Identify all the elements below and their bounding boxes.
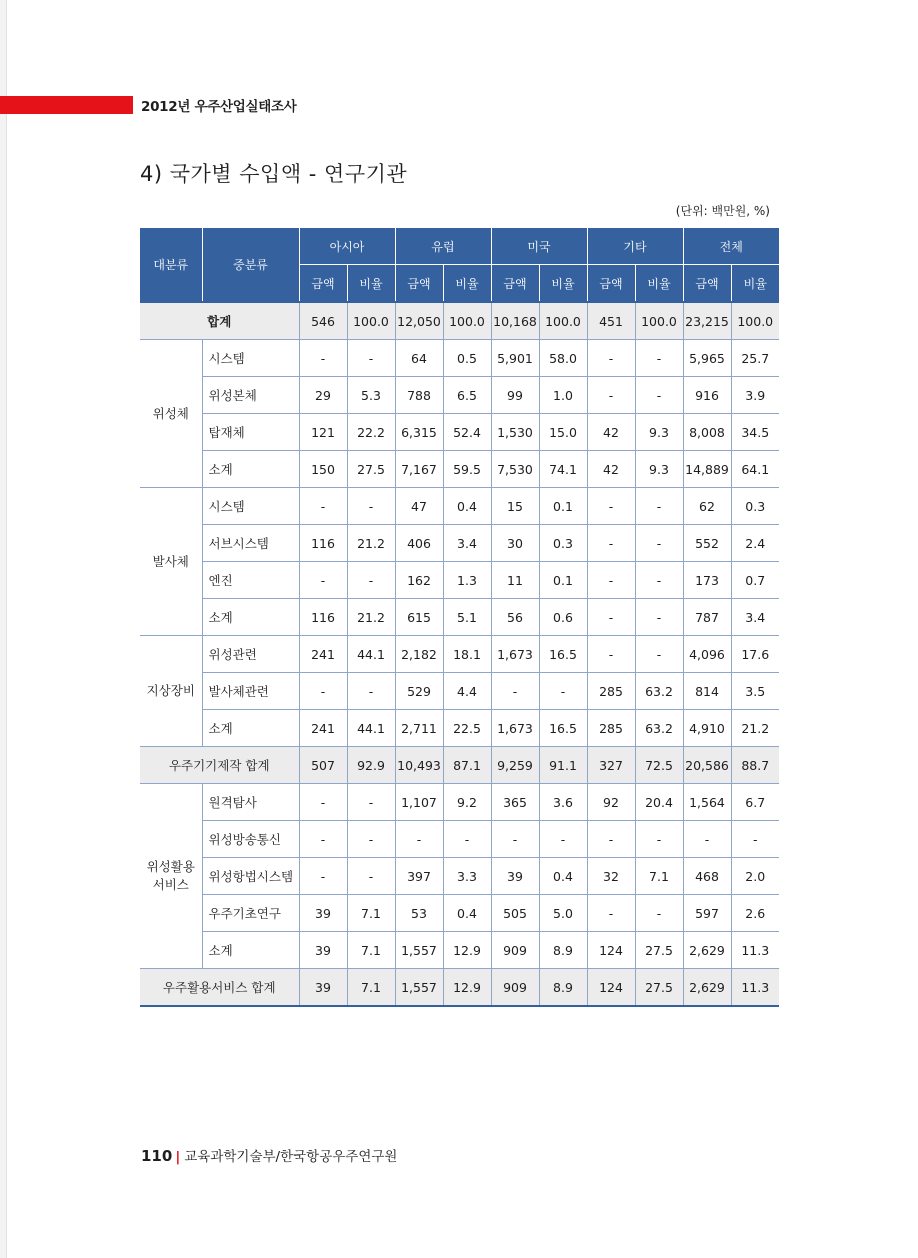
table-cell: 615 — [395, 599, 443, 636]
table-cell: - — [347, 784, 395, 821]
category-label: 발사체 — [140, 488, 202, 636]
table-cell: 39 — [299, 969, 347, 1007]
table-row — [140, 673, 779, 710]
table-cell: 12,050 — [395, 302, 443, 340]
table-cell: - — [635, 377, 683, 414]
table-cell: 47 — [395, 488, 443, 525]
table-cell: 3.3 — [443, 858, 491, 895]
table-cell: 2.4 — [731, 525, 779, 562]
table-cell: 121 — [299, 414, 347, 451]
table-cell: 15 — [491, 488, 539, 525]
row-label: 우주활용서비스 합계 — [140, 969, 299, 1007]
table-cell: - — [635, 599, 683, 636]
table-cell: 788 — [395, 377, 443, 414]
table-cell: - — [587, 377, 635, 414]
running-head: 2012년 우주산업실태조사 — [141, 99, 297, 115]
table-cell: 0.1 — [539, 562, 587, 599]
table-cell: 1.0 — [539, 377, 587, 414]
header-region: 아시아 — [299, 228, 395, 265]
table-cell: - — [731, 821, 779, 858]
table-cell: 124 — [587, 969, 635, 1007]
table-cell: 7.1 — [347, 932, 395, 969]
table-cell: - — [299, 858, 347, 895]
table-cell: - — [443, 821, 491, 858]
table-cell: 0.4 — [443, 895, 491, 932]
table-cell: 44.1 — [347, 710, 395, 747]
table-cell: 451 — [587, 302, 635, 340]
table-cell: - — [587, 340, 635, 377]
table-cell: 546 — [299, 302, 347, 340]
table-row — [140, 895, 779, 932]
table-cell: 0.6 — [539, 599, 587, 636]
table-cell: 116 — [299, 599, 347, 636]
category-label: 지상장비 — [140, 636, 202, 747]
table-cell: 4,910 — [683, 710, 731, 747]
table-cell: 16.5 — [539, 636, 587, 673]
row-label: 소계 — [202, 710, 299, 747]
table-row — [140, 784, 779, 821]
table-cell: - — [587, 525, 635, 562]
table-cell: 16.5 — [539, 710, 587, 747]
table-cell: 2,629 — [683, 969, 731, 1007]
row-label: 원격탐사 — [202, 784, 299, 821]
row-label: 서브시스템 — [202, 525, 299, 562]
table-cell: 11.3 — [731, 969, 779, 1007]
table-cell: - — [587, 821, 635, 858]
table-cell: 406 — [395, 525, 443, 562]
table-cell: 285 — [587, 710, 635, 747]
row-label: 위성본체 — [202, 377, 299, 414]
table-cell: 529 — [395, 673, 443, 710]
table-cell: 87.1 — [443, 747, 491, 784]
table-cell: 6.5 — [443, 377, 491, 414]
table-cell: - — [395, 821, 443, 858]
table-cell: - — [587, 562, 635, 599]
header-ratio: 비율 — [443, 265, 491, 303]
header-region: 유럽 — [395, 228, 491, 265]
table-cell: 9.2 — [443, 784, 491, 821]
table-cell: 7,167 — [395, 451, 443, 488]
table-cell: 52.4 — [443, 414, 491, 451]
row-label: 시스템 — [202, 488, 299, 525]
table-cell: 10,493 — [395, 747, 443, 784]
table-cell: 2.6 — [731, 895, 779, 932]
table-cell: 5,901 — [491, 340, 539, 377]
table-cell: 241 — [299, 636, 347, 673]
table-cell: 0.1 — [539, 488, 587, 525]
table-cell: 909 — [491, 969, 539, 1007]
section-title: 4) 국가별 수입액 - 연구기관 — [140, 162, 408, 186]
table-cell: - — [635, 821, 683, 858]
table-cell: 58.0 — [539, 340, 587, 377]
table-cell: - — [539, 821, 587, 858]
header-amount: 금액 — [395, 265, 443, 303]
table-cell: 814 — [683, 673, 731, 710]
table-cell: 10,168 — [491, 302, 539, 340]
table-row — [140, 858, 779, 895]
table-row — [140, 636, 779, 673]
table-row — [140, 821, 779, 858]
table-cell: - — [299, 488, 347, 525]
table-cell: 39 — [491, 858, 539, 895]
table-row — [140, 710, 779, 747]
table-row — [140, 562, 779, 599]
table-cell: 63.2 — [635, 710, 683, 747]
table-row — [140, 451, 779, 488]
table-cell: 100.0 — [347, 302, 395, 340]
table-cell: 8.9 — [539, 932, 587, 969]
table-row — [140, 414, 779, 451]
table-cell: - — [635, 562, 683, 599]
table-cell: 12.9 — [443, 969, 491, 1007]
table-cell: 27.5 — [347, 451, 395, 488]
table-cell: 116 — [299, 525, 347, 562]
table-row — [140, 377, 779, 414]
table-cell: 21.2 — [347, 599, 395, 636]
row-label: 우주기기제작 합계 — [140, 747, 299, 784]
unit-note: (단위: 백만원, %) — [675, 204, 770, 218]
table-cell: 162 — [395, 562, 443, 599]
header-region: 기타 — [587, 228, 683, 265]
table-cell: 74.1 — [539, 451, 587, 488]
header-ratio: 비율 — [635, 265, 683, 303]
table-cell: 365 — [491, 784, 539, 821]
table-cell: 11 — [491, 562, 539, 599]
table-cell: 100.0 — [443, 302, 491, 340]
table-cell: 22.2 — [347, 414, 395, 451]
table-row — [140, 525, 779, 562]
table-cell: 7,530 — [491, 451, 539, 488]
row-label: 소계 — [202, 599, 299, 636]
table-cell: 2,711 — [395, 710, 443, 747]
table-cell: - — [587, 488, 635, 525]
import-table — [140, 227, 779, 1007]
table-cell: - — [635, 525, 683, 562]
row-label: 소계 — [202, 932, 299, 969]
table-cell: 0.5 — [443, 340, 491, 377]
table-cell: 285 — [587, 673, 635, 710]
table-cell: 1,107 — [395, 784, 443, 821]
table-cell: 0.7 — [731, 562, 779, 599]
category-label: 위성활용 서비스 — [140, 784, 202, 969]
header-region: 미국 — [491, 228, 587, 265]
table-cell: 1,673 — [491, 710, 539, 747]
table-cell: 100.0 — [539, 302, 587, 340]
table-cell: - — [539, 673, 587, 710]
table-cell: - — [491, 821, 539, 858]
header-ratio: 비율 — [347, 265, 395, 303]
table-cell: - — [587, 895, 635, 932]
table-cell: 56 — [491, 599, 539, 636]
table-cell: 99 — [491, 377, 539, 414]
table-cell: - — [347, 858, 395, 895]
table-cell: 507 — [299, 747, 347, 784]
header-minor: 중분류 — [202, 228, 299, 303]
table-cell: 5,965 — [683, 340, 731, 377]
table-cell: 72.5 — [635, 747, 683, 784]
table-cell: 8,008 — [683, 414, 731, 451]
table-cell: 42 — [587, 451, 635, 488]
row-label: 시스템 — [202, 340, 299, 377]
table-cell: - — [635, 340, 683, 377]
table-cell: 27.5 — [635, 932, 683, 969]
row-label: 탑재체 — [202, 414, 299, 451]
table-cell: 5.0 — [539, 895, 587, 932]
header-amount: 금액 — [683, 265, 731, 303]
table-cell: 53 — [395, 895, 443, 932]
header-amount: 금액 — [491, 265, 539, 303]
table-cell: - — [299, 673, 347, 710]
header-region: 전체 — [683, 228, 779, 265]
table-cell: 468 — [683, 858, 731, 895]
header-row-regions — [140, 228, 779, 265]
table-cell: 1,557 — [395, 969, 443, 1007]
table-cell: 0.3 — [539, 525, 587, 562]
table-cell: 909 — [491, 932, 539, 969]
table-cell: 597 — [683, 895, 731, 932]
table-cell: - — [587, 599, 635, 636]
table-cell: 3.4 — [731, 599, 779, 636]
table-cell: - — [347, 340, 395, 377]
table-cell: 9.3 — [635, 451, 683, 488]
table-cell: 42 — [587, 414, 635, 451]
table-cell: 21.2 — [731, 710, 779, 747]
table-cell: 44.1 — [347, 636, 395, 673]
table-cell: - — [299, 821, 347, 858]
table-cell: 0.3 — [731, 488, 779, 525]
row-label: 위성항법시스템 — [202, 858, 299, 895]
row-label: 우주기초연구 — [202, 895, 299, 932]
table-cell: 150 — [299, 451, 347, 488]
table-cell: 12.9 — [443, 932, 491, 969]
table-cell: - — [299, 340, 347, 377]
table-cell: 20,586 — [683, 747, 731, 784]
table-cell: 241 — [299, 710, 347, 747]
table-cell: 0.4 — [539, 858, 587, 895]
table-cell: 1,530 — [491, 414, 539, 451]
table-cell: 1,673 — [491, 636, 539, 673]
table-cell: 88.7 — [731, 747, 779, 784]
row-label: 합계 — [140, 302, 299, 340]
table-cell: 6,315 — [395, 414, 443, 451]
table-cell: 32 — [587, 858, 635, 895]
row-label: 엔진 — [202, 562, 299, 599]
table-cell: 21.2 — [347, 525, 395, 562]
table-cell: 4.4 — [443, 673, 491, 710]
table-cell: 30 — [491, 525, 539, 562]
table-cell: 505 — [491, 895, 539, 932]
table-cell: 1,564 — [683, 784, 731, 821]
table-cell: 5.1 — [443, 599, 491, 636]
table-cell: 92.9 — [347, 747, 395, 784]
table-cell: 23,215 — [683, 302, 731, 340]
table-cell: 9,259 — [491, 747, 539, 784]
table-cell: 17.6 — [731, 636, 779, 673]
table-cell: - — [683, 821, 731, 858]
table-cell: 7.1 — [347, 895, 395, 932]
table-cell: 100.0 — [635, 302, 683, 340]
table-cell: 7.1 — [635, 858, 683, 895]
table-row — [140, 488, 779, 525]
table-cell: 11.3 — [731, 932, 779, 969]
table-cell: - — [491, 673, 539, 710]
header-ratio: 비율 — [731, 265, 779, 303]
table-cell: 6.7 — [731, 784, 779, 821]
table-cell: - — [347, 488, 395, 525]
table-cell: 4,096 — [683, 636, 731, 673]
table-cell: 62 — [683, 488, 731, 525]
table-cell: 29 — [299, 377, 347, 414]
publisher: 교육과학기술부/한국항공우주연구원 — [184, 1149, 398, 1165]
table-cell: - — [299, 784, 347, 821]
table-cell: 7.1 — [347, 969, 395, 1007]
table-cell: - — [347, 562, 395, 599]
table-cell: 14,889 — [683, 451, 731, 488]
table-cell: 2,629 — [683, 932, 731, 969]
table-cell: 2,182 — [395, 636, 443, 673]
table-cell: 173 — [683, 562, 731, 599]
table-cell: - — [635, 488, 683, 525]
row-label: 소계 — [202, 451, 299, 488]
table-cell: 8.9 — [539, 969, 587, 1007]
page-edge — [0, 0, 7, 1258]
table-cell: - — [347, 821, 395, 858]
table-cell: 0.4 — [443, 488, 491, 525]
service-total-row — [140, 969, 779, 1007]
table-cell: 3.9 — [731, 377, 779, 414]
table-cell: 25.7 — [731, 340, 779, 377]
table-cell: 1.3 — [443, 562, 491, 599]
table-cell: 34.5 — [731, 414, 779, 451]
table-cell: 3.6 — [539, 784, 587, 821]
table-body — [140, 302, 779, 1006]
row-label: 발사체관련 — [202, 673, 299, 710]
page-number: 110 — [141, 1147, 173, 1165]
table-cell: 64 — [395, 340, 443, 377]
table-cell: 91.1 — [539, 747, 587, 784]
table-cell: 3.5 — [731, 673, 779, 710]
table-cell: - — [299, 562, 347, 599]
header-ratio: 비율 — [539, 265, 587, 303]
header-amount: 금액 — [587, 265, 635, 303]
table-cell: 327 — [587, 747, 635, 784]
table-cell: - — [347, 673, 395, 710]
row-label: 위성방송통신 — [202, 821, 299, 858]
table-cell: 100.0 — [731, 302, 779, 340]
table-cell: 124 — [587, 932, 635, 969]
table-cell: 39 — [299, 895, 347, 932]
table-cell: 397 — [395, 858, 443, 895]
table-cell: 1,557 — [395, 932, 443, 969]
total-row — [140, 302, 779, 340]
table-cell: 916 — [683, 377, 731, 414]
header-accent-bar — [0, 96, 133, 114]
table-cell: 27.5 — [635, 969, 683, 1007]
table-cell: 63.2 — [635, 673, 683, 710]
table-cell: - — [587, 636, 635, 673]
table-cell: - — [635, 895, 683, 932]
category-label: 위성체 — [140, 340, 202, 488]
table-cell: 59.5 — [443, 451, 491, 488]
table-cell: 22.5 — [443, 710, 491, 747]
header-amount: 금액 — [299, 265, 347, 303]
footer-separator: | — [175, 1149, 181, 1165]
table-row — [140, 340, 779, 377]
table-cell: 2.0 — [731, 858, 779, 895]
table-cell: 5.3 — [347, 377, 395, 414]
header-major: 대분류 — [140, 228, 202, 303]
table-cell: - — [635, 636, 683, 673]
table-cell: 92 — [587, 784, 635, 821]
row-label: 위성관련 — [202, 636, 299, 673]
table-row — [140, 932, 779, 969]
table-cell: 9.3 — [635, 414, 683, 451]
table-cell: 39 — [299, 932, 347, 969]
table-cell: 20.4 — [635, 784, 683, 821]
table-row — [140, 599, 779, 636]
table-cell: 18.1 — [443, 636, 491, 673]
page-footer — [141, 1145, 397, 1165]
table-cell: 787 — [683, 599, 731, 636]
manufacturing-total-row — [140, 747, 779, 784]
table-cell: 3.4 — [443, 525, 491, 562]
table-cell: 15.0 — [539, 414, 587, 451]
table-cell: 552 — [683, 525, 731, 562]
table-cell: 64.1 — [731, 451, 779, 488]
